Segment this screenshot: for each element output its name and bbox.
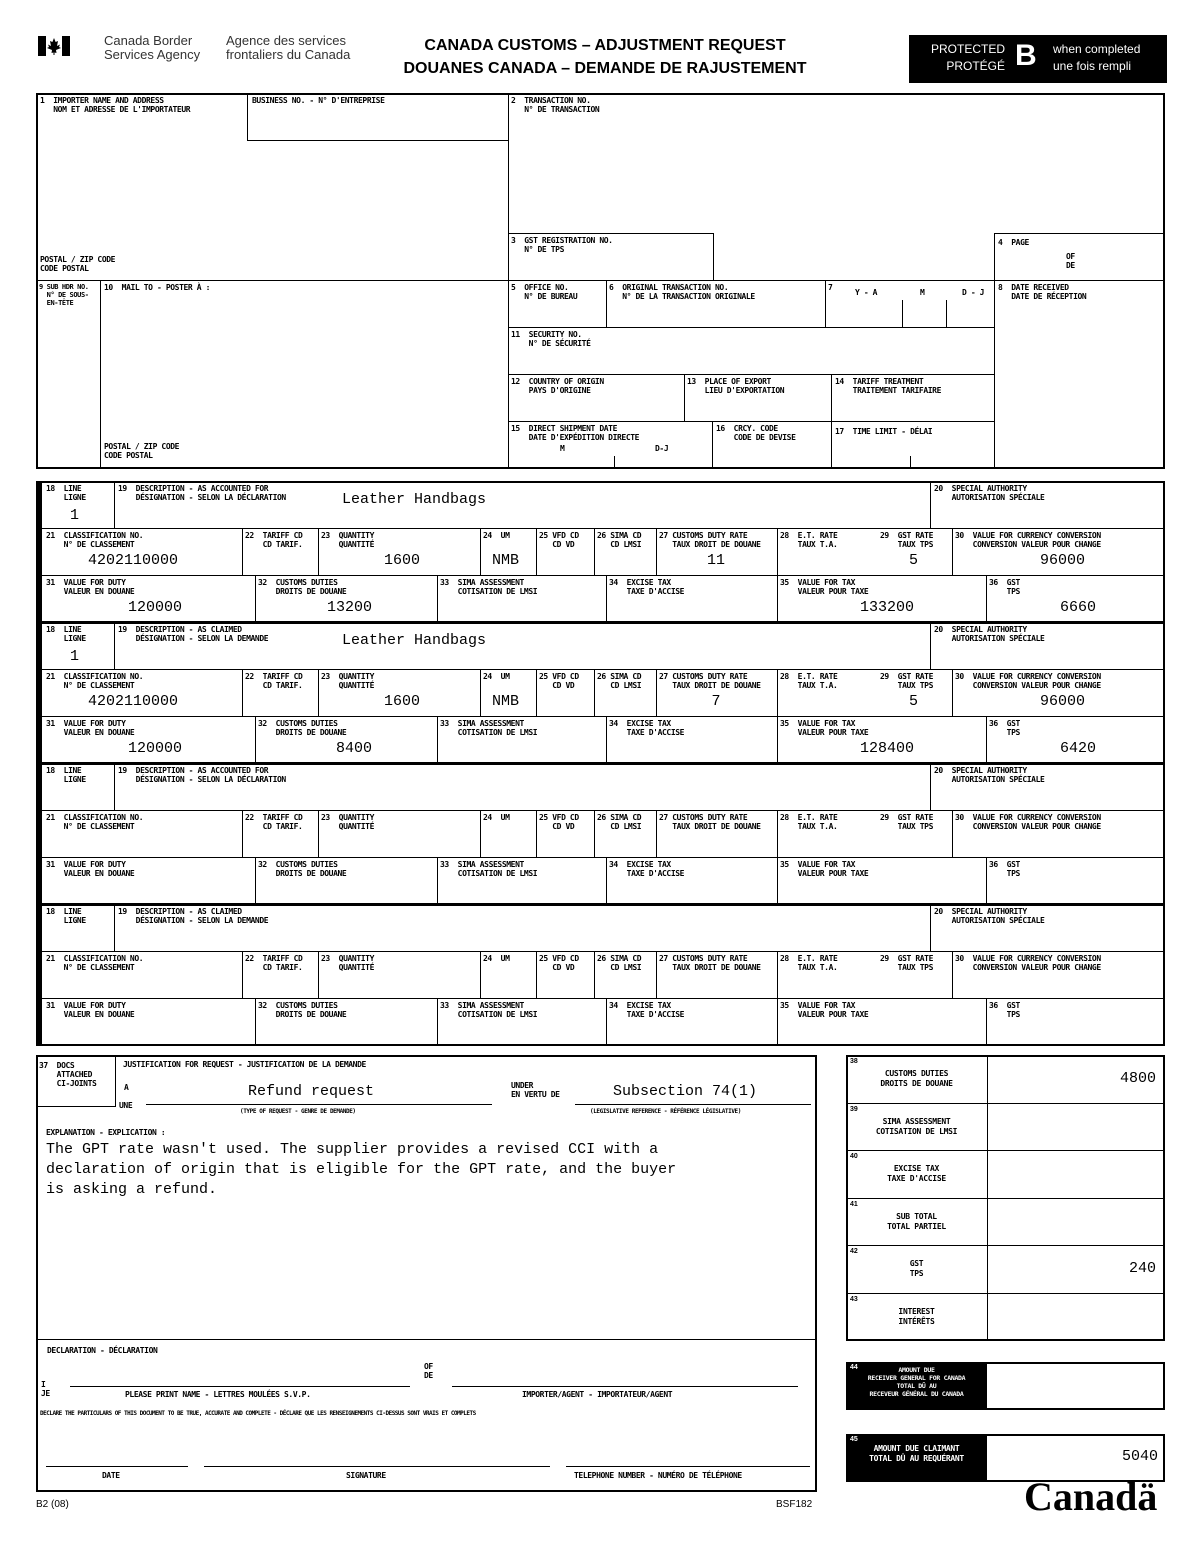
col-divider — [480, 951, 481, 998]
sima-code-label: 26 SIMA CD CD LMSI — [597, 954, 642, 972]
block-side-bar — [36, 763, 42, 905]
col-divider — [437, 857, 438, 905]
print-name-caption: PLEASE PRINT NAME - LETTRES MOULÉES S.V.P. — [125, 1390, 311, 1399]
explanation-line-2[interactable]: declaration of origin that is eligible for the GPT rate, and the buyer — [46, 1161, 677, 1178]
value-conversion-label: 30 VALUE FOR CURRENCY CONVERSION CONVERSION VALEUR POUR CHANGE — [955, 954, 1101, 972]
legislative-reference-caption: (LEGISLATIVE REFERENCE - RÉFÉRENCE LÉGISLATIVE) — [590, 1108, 741, 1115]
col-divider — [242, 810, 243, 857]
value-duty-label: 31 VALUE FOR DUTY VALEUR EN DOUANE — [46, 1001, 135, 1019]
sima-code-label: 26 SIMA CD CD LMSI — [597, 813, 642, 831]
gst-rate-value[interactable]: 5 — [908, 693, 918, 710]
quantity-value[interactable]: 1600 — [383, 693, 420, 710]
gst-value[interactable]: 6660 — [1059, 599, 1096, 616]
col-divider — [114, 622, 115, 669]
col-divider — [952, 528, 953, 575]
block-side-bar — [36, 904, 42, 1046]
col-divider — [606, 998, 607, 1046]
value-tax-label: 35 VALUE FOR TAX VALEUR POUR TAXE — [780, 860, 869, 878]
line-value[interactable]: 1 — [70, 507, 80, 524]
line-block-frame — [36, 763, 1165, 905]
col-divider — [986, 857, 987, 905]
row-divider — [36, 528, 1165, 529]
col-divider — [777, 857, 778, 905]
request-type-value[interactable]: Refund request — [248, 1083, 375, 1100]
vfd-code-label: 25 VFD CD CD VD — [539, 672, 579, 690]
justification-section — [36, 1055, 817, 1492]
customs-duties-label: 32 CUSTOMS DUTIES DROITS DE DOUANE — [258, 578, 347, 596]
excise-tax-label: 34 EXCISE TAX TAXE D'ACCISE — [609, 578, 685, 596]
tariff-code-label: 22 TARIFF CD CD TARIF. — [245, 531, 303, 549]
page-label: 4 PAGE — [998, 238, 1029, 247]
value-tax-value[interactable]: 133200 — [859, 599, 914, 616]
amount-due-label: AMOUNT DUE RECEIVER GENERAL FOR CANADA TOTAL DÛ AU RECEVEUR GÉNÉRAL DU CANADA — [867, 1366, 966, 1398]
sima-assessment-label: 33 SIMA ASSESSMENT COTISATION DE LMSI — [440, 1001, 538, 1019]
col-divider — [594, 951, 595, 998]
col-divider — [437, 716, 438, 764]
block-side-bar — [36, 622, 42, 764]
col-divider — [255, 716, 256, 764]
col-divider — [930, 763, 931, 810]
classification-value[interactable]: 4202110000 — [88, 693, 179, 710]
unit-measure-label: 24 UM — [483, 813, 510, 822]
col-divider — [930, 481, 931, 528]
field-7-label: 7 — [828, 283, 833, 292]
tariff-code-label: 22 TARIFF CD CD TARIF. — [245, 672, 303, 690]
time-limit-label: 17 TIME LIMIT - DÉLAI — [835, 427, 933, 436]
col-divider — [536, 951, 537, 998]
summary-row-divider — [846, 1103, 1165, 1104]
col-divider — [255, 998, 256, 1046]
shipment-month-label: M — [560, 444, 565, 453]
line-label: 18 LINE LIGNE — [46, 907, 86, 925]
security-no-label: 11 SECURITY NO. N° DE SÉCURITÉ — [511, 330, 591, 348]
col-divider — [930, 904, 931, 951]
col-divider — [777, 998, 778, 1046]
i-je-label: I JE — [41, 1380, 50, 1398]
gst-label: 36 GST TPS — [989, 1001, 1020, 1019]
col-divider — [255, 575, 256, 623]
col-divider — [594, 669, 595, 716]
line-label: 18 LINE LIGNE — [46, 625, 86, 643]
description-value[interactable]: Leather Handbags — [342, 491, 487, 508]
summary-row-divider — [846, 1198, 1165, 1199]
summary-num: 38 — [850, 1058, 858, 1065]
sima-code-label: 26 SIMA CD CD LMSI — [597, 531, 642, 549]
amount-claimed-value[interactable]: 5040 — [1121, 1448, 1158, 1465]
amount-claimed-label: AMOUNT DUE CLAIMANT TOTAL DÛ AU REQUÉRANT — [869, 1444, 964, 1463]
request-type-caption: (TYPE OF REQUEST - GENRE DE DEMANDE) — [240, 1108, 356, 1115]
col-divider — [318, 669, 319, 716]
duty-rate-value[interactable]: 7 — [711, 693, 721, 710]
declare-statement: DECLARE THE PARTICULARS OF THIS DOCUMENT TO BE TRUE, ACCURATE AND COMPLETE - DÉCLARE QUE LES RENSEIGNEMENTS CI-DESSUS SONT VRAIS ET COMPLETS — [40, 1410, 476, 1417]
value-tax-label: 35 VALUE FOR TAX VALEUR POUR TAXE — [780, 578, 869, 596]
summary-num: 39 — [850, 1105, 858, 1113]
of-de-label: OF DE — [424, 1362, 433, 1380]
description-label: 19 DESCRIPTION - AS CLAIMED DÉSIGNATION - SELON LA DEMANDE — [118, 907, 269, 925]
tariff-code-label: 22 TARIFF CD CD TARIF. — [245, 954, 303, 972]
description-label: 19 DESCRIPTION - AS ACCOUNTED FOR DÉSIGNATION - SELON LA DÉCLARATION — [118, 484, 286, 502]
customs-duties-value[interactable]: 8400 — [335, 740, 372, 757]
postal-code-label-2: POSTAL / ZIP CODE CODE POSTAL — [104, 442, 180, 460]
summary-value[interactable]: 4800 — [1119, 1070, 1156, 1087]
unit-measure-label: 24 UM — [483, 531, 510, 540]
value-tax-label: 35 VALUE FOR TAX VALEUR POUR TAXE — [780, 1001, 869, 1019]
sima-assessment-label: 33 SIMA ASSESSMENT COTISATION DE LMSI — [440, 578, 538, 596]
month-label: M — [920, 288, 925, 297]
col-divider — [318, 951, 319, 998]
gst-rate-label: 29 GST RATE TAUX TPS — [880, 531, 933, 549]
col-divider — [480, 810, 481, 857]
col-divider — [777, 528, 778, 575]
row-divider — [36, 716, 1165, 717]
date-received-label: 8 DATE RECEIVED DATE DE RÉCEPTION — [998, 283, 1087, 301]
amount-claimed-num: 45 — [850, 1436, 858, 1443]
duty-rate-label: 27 CUSTOMS DUTY RATE TAUX DROIT DE DOUANE — [659, 813, 761, 831]
legislative-reference-value[interactable]: Subsection 74(1) — [613, 1083, 758, 1100]
col-divider — [952, 810, 953, 857]
block-side-bar — [36, 481, 42, 623]
duty-rate-label: 27 CUSTOMS DUTY RATE TAUX DROIT DE DOUANE — [659, 531, 761, 549]
unit-measure-value[interactable]: NMB — [492, 552, 520, 569]
summary-row-divider — [846, 1245, 1165, 1246]
agency-name-fr: Agence des services frontaliers du Canada — [226, 33, 351, 62]
value-duty-label: 31 VALUE FOR DUTY VALEUR EN DOUANE — [46, 578, 135, 596]
et-rate-label: 28 E.T. RATE TAUX T.A. — [780, 531, 838, 549]
col-divider — [986, 998, 987, 1046]
excise-tax-label: 34 EXCISE TAX TAXE D'ACCISE — [609, 860, 685, 878]
value-tax-value[interactable]: 128400 — [859, 740, 914, 757]
justification-label: JUSTIFICATION FOR REQUEST - JUSTIFICATION DE LA DEMANDE — [123, 1060, 366, 1069]
value-tax-label: 35 VALUE FOR TAX VALEUR POUR TAXE — [780, 719, 869, 737]
classification-label: 21 CLASSIFICATION NO. N° DE CLASSEMENT — [46, 813, 144, 831]
description-label: 19 DESCRIPTION - AS CLAIMED DÉSIGNATION - SELON LA DEMANDE — [118, 625, 269, 643]
date-caption: DATE — [102, 1471, 120, 1480]
col-divider — [536, 669, 537, 716]
col-divider — [114, 904, 115, 951]
col-divider — [437, 575, 438, 623]
col-divider — [952, 951, 953, 998]
row-divider — [36, 810, 1165, 811]
row-divider — [36, 857, 1165, 858]
sub-header-no-label: 9 SUB HDR NO. N° DE SOUS- EN-TÊTE — [39, 283, 89, 307]
quantity-label: 23 QUANTITY QUANTITÉ — [321, 813, 374, 831]
value-conversion-value[interactable]: 96000 — [1039, 552, 1085, 569]
row-divider — [36, 951, 1165, 952]
explanation-line-3[interactable]: is asking a refund. — [46, 1181, 218, 1198]
customs-duties-value[interactable]: 13200 — [326, 599, 372, 616]
col-divider — [437, 998, 438, 1046]
duty-rate-value[interactable]: 11 — [706, 552, 725, 569]
gst-rate-label: 29 GST RATE TAUX TPS — [880, 954, 933, 972]
summary-label: SUB TOTAL TOTAL PARTIEL — [887, 1211, 946, 1231]
form-id: BSF182 — [776, 1499, 813, 1510]
gst-value[interactable]: 6420 — [1059, 740, 1096, 757]
summary-num: 43 — [850, 1296, 858, 1303]
canada-flag-logo — [38, 36, 70, 56]
summary-label: CUSTOMS DUTIES DROITS DE DOUANE — [880, 1069, 953, 1088]
gst-rate-label: 29 GST RATE TAUX TPS — [880, 813, 933, 831]
customs-duties-label: 32 CUSTOMS DUTIES DROITS DE DOUANE — [258, 719, 347, 737]
et-rate-label: 28 E.T. RATE TAUX T.A. — [780, 954, 838, 972]
unit-measure-label: 24 UM — [483, 954, 510, 963]
col-divider — [242, 951, 243, 998]
description-label: 19 DESCRIPTION - AS ACCOUNTED FOR DÉSIGNATION - SELON LA DÉCLARATION — [118, 766, 286, 784]
tariff-code-label: 22 TARIFF CD CD TARIF. — [245, 813, 303, 831]
line-value[interactable]: 1 — [70, 648, 80, 665]
col-divider — [777, 669, 778, 716]
summary-row-divider — [846, 1150, 1165, 1151]
quantity-label: 23 QUANTITY QUANTITÉ — [321, 672, 374, 690]
signature-caption: SIGNATURE — [346, 1471, 386, 1480]
postal-code-label-1: POSTAL / ZIP CODE CODE POSTAL — [40, 255, 116, 273]
direct-shipment-label: 15 DIRECT SHIPMENT DATE DATE D'EXPÉDITION DIRECTE — [511, 424, 640, 442]
col-divider — [536, 810, 537, 857]
form-title-fr: DOUANES CANADA – DEMANDE DE RAJUSTEMENT — [403, 60, 807, 77]
line-label: 18 LINE LIGNE — [46, 766, 86, 784]
summary-label: GST TPS — [909, 1259, 924, 1279]
original-transaction-label: 6 ORIGINAL TRANSACTION NO. N° DE LA TRANSACTION ORIGINALE — [609, 283, 755, 301]
col-divider — [656, 669, 657, 716]
value-duty-label: 31 VALUE FOR DUTY VALEUR EN DOUANE — [46, 719, 135, 737]
row-divider — [36, 575, 1165, 576]
duty-rate-label: 27 CUSTOMS DUTY RATE TAUX DROIT DE DOUANE — [659, 672, 761, 690]
protected-note: when completed une fois rempli — [1053, 42, 1141, 73]
special-authority-label: 20 SPECIAL AUTHORITY AUTORISATION SPÉCIALE — [934, 625, 1045, 643]
docs-attached-label: 37 DOCS ATTACHED CI-JOINTS — [39, 1061, 97, 1088]
summary-label: INTEREST INTÉRÊTS — [898, 1307, 935, 1326]
gst-label: 36 GST TPS — [989, 578, 1020, 596]
duty-rate-label: 27 CUSTOMS DUTY RATE TAUX DROIT DE DOUANE — [659, 954, 761, 972]
currency-code-label: 16 CRCY. CODE CODE DE DEVISE — [716, 424, 796, 442]
col-divider — [777, 810, 778, 857]
protected-label: PROTECTED PROTÉGÉ — [930, 42, 1005, 73]
col-divider — [594, 810, 595, 857]
col-divider — [952, 669, 953, 716]
gst-label: 36 GST TPS — [989, 719, 1020, 737]
gst-rate-label: 29 GST RATE TAUX TPS — [880, 672, 933, 690]
sima-assessment-label: 33 SIMA ASSESSMENT COTISATION DE LMSI — [440, 860, 538, 878]
summary-row-divider — [846, 1293, 1165, 1294]
value-duty-value[interactable]: 120000 — [127, 599, 182, 616]
quantity-value[interactable]: 1600 — [383, 552, 420, 569]
col-divider — [318, 528, 319, 575]
col-divider — [242, 669, 243, 716]
col-divider — [986, 716, 987, 764]
quantity-label: 23 QUANTITY QUANTITÉ — [321, 954, 374, 972]
year-label: Y - A — [855, 288, 878, 297]
agency-name-en: Canada Border Services Agency — [104, 33, 201, 62]
col-divider — [242, 528, 243, 575]
row-divider — [36, 998, 1165, 999]
mail-to-label: 10 MAIL TO - POSTER À : — [104, 283, 210, 292]
sima-assessment-label: 33 SIMA ASSESSMENT COTISATION DE LMSI — [440, 719, 538, 737]
shipment-day-label: D-J — [655, 444, 669, 453]
quantity-label: 23 QUANTITY QUANTITÉ — [321, 531, 374, 549]
col-divider — [777, 951, 778, 998]
et-rate-label: 28 E.T. RATE TAUX T.A. — [780, 672, 838, 690]
protected-b-banner — [909, 35, 1167, 83]
country-origin-label: 12 COUNTRY OF ORIGIN PAYS D'ORIGINE — [511, 377, 604, 395]
unit-measure-value[interactable]: NMB — [492, 693, 520, 710]
under-label: UNDER EN VERTU DE — [511, 1081, 560, 1099]
vfd-code-label: 25 VFD CD CD VD — [539, 531, 579, 549]
canada-wordmark: Canadä — [1024, 1474, 1158, 1519]
a-label: A — [124, 1083, 129, 1092]
importer-agent-caption: IMPORTER/AGENT - IMPORTATEUR/AGENT — [522, 1390, 673, 1399]
importer-name-address-label: 1 IMPORTER NAME AND ADDRESS NOM ET ADRESSE DE L'IMPORTATEUR — [40, 96, 191, 114]
col-divider — [606, 575, 607, 623]
protected-letter: B — [1015, 39, 1037, 72]
business-no-label: BUSINESS NO. - N° D'ENTREPRISE — [252, 96, 385, 105]
classification-label: 21 CLASSIFICATION NO. N° DE CLASSEMENT — [46, 954, 144, 972]
explanation-label: EXPLANATION - EXPLICATION : — [46, 1128, 166, 1137]
top-section-frame — [36, 93, 1165, 469]
col-divider — [656, 528, 657, 575]
et-rate-label: 28 E.T. RATE TAUX T.A. — [780, 813, 838, 831]
office-no-label: 5 OFFICE NO. N° DE BUREAU — [511, 283, 578, 301]
amount-due-num: 44 — [850, 1364, 858, 1371]
special-authority-label: 20 SPECIAL AUTHORITY AUTORISATION SPÉCIALE — [934, 766, 1045, 784]
customs-duties-label: 32 CUSTOMS DUTIES DROITS DE DOUANE — [258, 860, 347, 878]
summary-num: 42 — [850, 1248, 858, 1256]
classification-value[interactable]: 4202110000 — [88, 552, 179, 569]
vfd-code-label: 25 VFD CD CD VD — [539, 954, 579, 972]
row-divider — [36, 669, 1165, 670]
value-conversion-label: 30 VALUE FOR CURRENCY CONVERSION CONVERSION VALEUR POUR CHANGE — [955, 531, 1101, 549]
tariff-treatment-label: 14 TARIFF TREATMENT TRAITEMENT TARIFAIRE — [835, 377, 941, 395]
unit-measure-label: 24 UM — [483, 672, 510, 681]
sima-code-label: 26 SIMA CD CD LMSI — [597, 672, 642, 690]
classification-label: 21 CLASSIFICATION NO. N° DE CLASSEMENT — [46, 531, 144, 549]
gst-label: 36 GST TPS — [989, 860, 1020, 878]
telephone-caption: TELEPHONE NUMBER - NUMÉRO DE TÉLÉPHONE — [574, 1471, 742, 1480]
form-code: B2 (08) — [36, 1499, 69, 1510]
explanation-line-1[interactable]: The GPT rate wasn't used. The supplier provides a revised CCI with a — [46, 1141, 659, 1158]
line-block-frame — [36, 904, 1165, 1046]
summary-label: EXCISE TAX TAXE D'ACCISE — [887, 1164, 946, 1184]
line-label: 18 LINE LIGNE — [46, 484, 86, 502]
col-divider — [606, 857, 607, 905]
vfd-code-label: 25 VFD CD CD VD — [539, 813, 579, 831]
customs-duties-label: 32 CUSTOMS DUTIES DROITS DE DOUANE — [258, 1001, 347, 1019]
value-conversion-label: 30 VALUE FOR CURRENCY CONVERSION CONVERSION VALEUR POUR CHANGE — [955, 813, 1101, 831]
transaction-no-label: 2 TRANSACTION NO. N° DE TRANSACTION — [511, 96, 600, 114]
col-divider — [114, 763, 115, 810]
col-divider — [986, 575, 987, 623]
col-divider — [777, 716, 778, 764]
value-duty-value[interactable]: 120000 — [127, 740, 182, 757]
summary-num: 40 — [850, 1153, 858, 1161]
une-label: UNE — [119, 1101, 133, 1110]
col-divider — [480, 528, 481, 575]
summary-num: 41 — [850, 1200, 858, 1208]
classification-label: 21 CLASSIFICATION NO. N° DE CLASSEMENT — [46, 672, 144, 690]
page-of-label: OF DE — [1066, 252, 1075, 270]
value-conversion-label: 30 VALUE FOR CURRENCY CONVERSION CONVERSION VALEUR POUR CHANGE — [955, 672, 1101, 690]
value-duty-label: 31 VALUE FOR DUTY VALEUR EN DOUANE — [46, 860, 135, 878]
col-divider — [536, 528, 537, 575]
col-divider — [114, 481, 115, 528]
special-authority-label: 20 SPECIAL AUTHORITY AUTORISATION SPÉCIALE — [934, 484, 1045, 502]
col-divider — [656, 810, 657, 857]
summary-value[interactable]: 240 — [1128, 1260, 1156, 1278]
declaration-label: DECLARATION - DÉCLARATION — [47, 1346, 158, 1355]
excise-tax-label: 34 EXCISE TAX TAXE D'ACCISE — [609, 719, 685, 737]
description-value[interactable]: Leather Handbags — [342, 632, 487, 649]
col-divider — [594, 528, 595, 575]
col-divider — [656, 951, 657, 998]
col-divider — [606, 716, 607, 764]
gst-registration-label: 3 GST REGISTRATION NO. N° DE TPS — [511, 236, 613, 254]
excise-tax-label: 34 EXCISE TAX TAXE D'ACCISE — [609, 1001, 685, 1019]
col-divider — [930, 622, 931, 669]
form-title-en: CANADA CUSTOMS – ADJUSTMENT REQUEST — [424, 37, 786, 54]
special-authority-label: 20 SPECIAL AUTHORITY AUTORISATION SPÉCIALE — [934, 907, 1045, 925]
col-divider — [255, 857, 256, 905]
col-divider — [480, 669, 481, 716]
col-divider — [318, 810, 319, 857]
value-conversion-value[interactable]: 96000 — [1039, 693, 1085, 710]
place-export-label: 13 PLACE OF EXPORT LIEU D'EXPORTATION — [687, 377, 785, 395]
gst-rate-value[interactable]: 5 — [908, 552, 918, 569]
col-divider — [777, 575, 778, 623]
summary-label: SIMA ASSESSMENT COTISATION DE LMSI — [875, 1116, 958, 1136]
day-label: D - J — [962, 288, 985, 297]
